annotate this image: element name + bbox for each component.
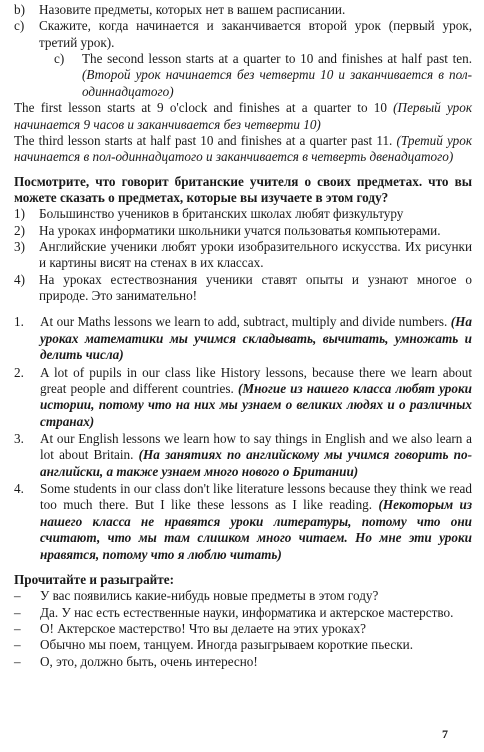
first-lesson-paragraph: [14, 100, 472, 133]
third-lesson-translation: (Третий урок начинается в пол-одиннадцатого и заканчивается в четверть двенадцатого): [14, 132, 473, 165]
answer-english: Some students in our class don't like literature lessons because they think we read too much there. But I like these lessons as I like reading.: [40, 481, 472, 513]
teacher-item-text: На уроках естествознания ученики ставят опыты и узнают многое о природе. Это занимательно!: [39, 271, 472, 304]
teacher-item: [14, 223, 472, 239]
answer-marker: 1.: [14, 314, 24, 330]
answer-translation: (Многие из нашего класса любят уроки истории, потому что на них мы узнаем о великих людях и о различных странах): [40, 380, 473, 429]
dialogue-text: Да. У нас есть естественные науки, информатика и актерское мастерство.: [40, 604, 454, 620]
dialogue-line: [14, 605, 472, 621]
answer-c-marker: c): [54, 51, 65, 67]
answer-english: A lot of pupils in our class like History lessons, because there we learn about great people and different countries.: [40, 364, 472, 396]
dialogue-text: О, это, должно быть, очень интересно!: [40, 653, 258, 669]
dialogue-text: У вас появились какие-нибудь новые предметы в этом году?: [40, 588, 379, 604]
item-c: [14, 18, 472, 51]
first-lesson-translation: (Первый урок начинается 9 часов и заканчивается без четверти 10): [14, 100, 472, 132]
dialogue-text: О! Актерское мастерство! Что вы делаете на этих уроках?: [40, 620, 366, 636]
answer-item: [14, 431, 472, 480]
teacher-item-marker: 3): [14, 239, 25, 255]
dialogue-text: Обычно мы поем, танцуем. Иногда разыгрываем короткие пьески.: [40, 637, 414, 653]
teacher-item-marker: 1): [14, 206, 25, 222]
third-lesson-english: The third lesson starts at half past 10 and finishes at a quarter past 11.: [14, 132, 393, 148]
dialogue-dash: –: [14, 604, 21, 620]
item-text: Назовите предметы, которых нет в вашем расписании.: [39, 2, 346, 17]
dialogue-line: [14, 654, 472, 670]
teacher-item-text: Большинство учеников в британских школах любят физкультуру: [39, 206, 404, 222]
answer-c-english: The second lesson starts at a quarter to 10 and finishes at half past ten.: [82, 51, 472, 67]
answer-translation: (На уроках математики мы учимся складывать, вычитать, умножать и делить числа): [40, 314, 473, 363]
dialogue-heading: Прочитайте и разыграйте:: [14, 571, 174, 587]
answer-c: [14, 51, 472, 100]
first-lesson-english: The first lesson starts at 9 o'clock and finishes at a quarter to 10: [14, 100, 387, 116]
dialogue-dash: –: [14, 637, 21, 653]
dialogue-dash: –: [14, 588, 21, 604]
item-text: Скажите, когда начинается и заканчивается второй урок (первый урок, третий урок).: [39, 18, 472, 50]
answer-item: [14, 365, 472, 430]
teacher-item-marker: 4): [14, 271, 25, 287]
answer-marker: 2.: [14, 364, 24, 380]
teacher-item-marker: 2): [14, 222, 25, 238]
item-marker: c): [14, 18, 25, 34]
item-b: [14, 2, 472, 18]
answer-translation: (Некоторым из нашего класса не нравятся уроки литературы, потому что они считают, что мы там слишком много читаем. Но мне эти уроки нравятся, потому что я люблю читать): [40, 497, 473, 562]
teacher-item-text: На уроках информатики школьники учатся пользоватья компьютерами.: [39, 222, 441, 238]
page: [14, 2, 472, 670]
answer-item: [14, 314, 472, 363]
teacher-item: [14, 272, 472, 305]
teacher-item: [14, 206, 472, 222]
answer-c-translation: (Второй урок начинается без четверти 10 и заканчивается в пол-одиннадцатого): [82, 67, 472, 99]
dialogue-line: [14, 588, 472, 604]
answer-english: At our Maths lessons we learn to add, subtract, multiply and divide numbers.: [40, 314, 448, 330]
page-number: 7: [442, 727, 448, 742]
answer-item: [14, 481, 472, 563]
answer-marker: 4.: [14, 481, 24, 497]
teacher-item-text: Английские ученики любят уроки изобразительного искусства. Их рисунки и картины висят на стенах в их классах.: [39, 239, 472, 271]
answer-english: At our English lessons we learn how to say things in English and we also learn a lot about Britain.: [40, 430, 472, 463]
dialogue-line: [14, 621, 472, 637]
answer-marker: 3.: [14, 430, 24, 446]
answer-translation: (На занятиях по английскому мы учимся говорить по-английски, а также узнаем много нового о Британии): [40, 447, 473, 479]
teacher-item: [14, 239, 472, 272]
third-lesson-paragraph: [14, 133, 472, 166]
item-marker: b): [14, 2, 25, 17]
dialogue-line: [14, 637, 472, 653]
task-heading: Посмотрите, что говорит британские учителя о своих предметах. что вы можете сказать о предметах, которые вы изучаете в этом году?: [14, 173, 472, 205]
dialogue-dash: –: [14, 620, 21, 636]
dialogue-dash: –: [14, 653, 21, 669]
